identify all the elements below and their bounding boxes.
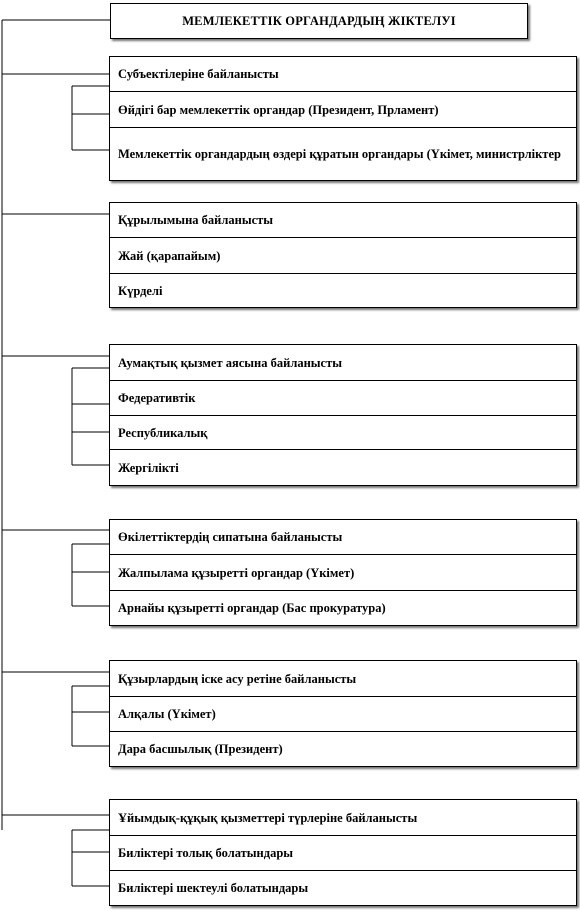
group-item: Жай (қарапайым) bbox=[110, 237, 576, 273]
diagram-title: МЕМЛЕКЕТТІК ОРГАНДАРДЫҢ ЖІКТЕЛУІ bbox=[110, 3, 528, 39]
group-structure bbox=[109, 202, 577, 308]
group-item: Биліктері толық болатындары bbox=[110, 835, 576, 870]
group-territory bbox=[109, 344, 577, 486]
group-item: Арнайы құзыретті органдар (Бас прокуратура) bbox=[110, 590, 576, 625]
group-subjects bbox=[109, 56, 577, 181]
group-header: Құрылымына байланысты bbox=[118, 213, 274, 227]
group-item: Дара басшылық (Президент) bbox=[110, 731, 576, 766]
group-item: Күрделі bbox=[110, 273, 576, 307]
group-header: Құзырлардың іске асу ретіне байланысты bbox=[118, 671, 357, 686]
group-item: Республикалық bbox=[110, 415, 576, 449]
group-header: Субъектілеріне байланысты bbox=[118, 67, 279, 81]
group-header: Аумақтық қызмет аясына байланысты bbox=[118, 355, 343, 370]
group-powers bbox=[109, 519, 577, 626]
group-competence bbox=[109, 660, 577, 767]
group-item: Жергілікті bbox=[110, 449, 576, 485]
group-item: Мемлекеттік органдардың өздері құратын органдары (Үкімет, министрліктер bbox=[110, 127, 576, 180]
group-item: Өйдігі бар мемлекеттік органдар (Президент, Прламент) bbox=[110, 91, 576, 127]
group-item: Жалпылама құзыретті органдар (Үкімет) bbox=[110, 554, 576, 590]
group-organizational bbox=[109, 799, 577, 906]
group-item: Федеративтік bbox=[110, 380, 576, 415]
group-header: Өкілеттіктердің сипатына байланысты bbox=[118, 530, 343, 544]
group-item: Алқалы (Үкімет) bbox=[110, 696, 576, 731]
group-item: Биліктері шектеулі болатындары bbox=[110, 870, 576, 905]
group-header: Ұйымдық-құқық қызметтері түрлеріне байланысты bbox=[118, 810, 418, 825]
